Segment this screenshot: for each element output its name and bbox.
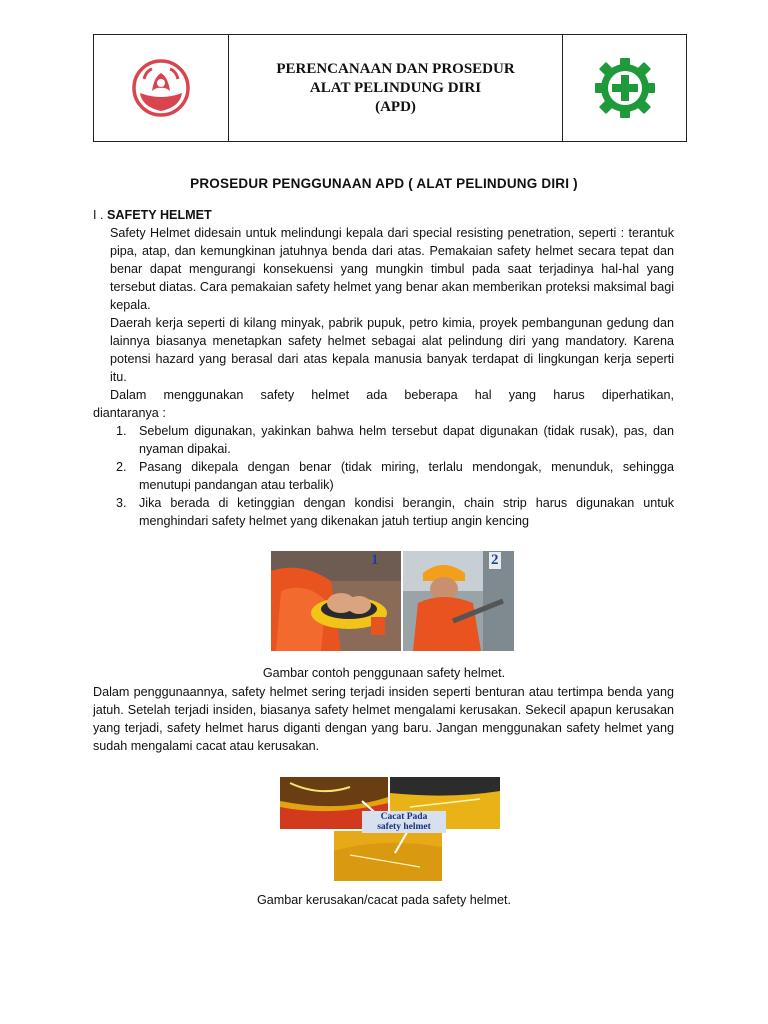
header-title bbox=[229, 35, 563, 141]
list-item-text: Jika berada di ketinggian dengan kondisi berangin, chain strip harus digunakan untuk menghindari safety helmet yang dikenakan jatuh tertiup angin kencing bbox=[139, 496, 674, 528]
paragraph-3: Dalam menggunakan safety helmet ada beberapa hal yang harus diperhatikan, bbox=[110, 388, 674, 402]
figure-1-label-1: 1 bbox=[371, 552, 379, 568]
figure-1-label-2: 2 bbox=[491, 552, 499, 568]
left-logo-cell bbox=[94, 35, 229, 141]
header-title-line-1: PERENCANAAN DAN PROSEDUR bbox=[276, 60, 515, 77]
paragraph-1: Safety Helmet didesain untuk melindungi kepala dari special resisting penetration, seperti : terantuk pipa, atap, dan kemungkinan jatuhnya benda dari atas. Pemakaian safety helmet secara tepat dan benar dapat mengurangi konsekuensi yang mungkin timbul pada saat terjadinya hal-hal yang tersebut diatas. Cara pemakaian safety helmet yang benar akan memberikan proteksi maksimal bagi kepala. bbox=[110, 226, 674, 312]
document-header bbox=[93, 34, 687, 142]
list-item bbox=[110, 458, 674, 494]
list-item-text: Sebelum digunakan, yakinkan bahwa helm tersebut dapat digunakan (tidak rusak), pas, dan nyaman dipakai. bbox=[139, 424, 674, 456]
helmet-damage-photo bbox=[280, 777, 500, 881]
k3-safety-gear-cross-icon bbox=[593, 56, 657, 120]
damage-label bbox=[362, 811, 446, 833]
figure-2-caption: Gambar kerusakan/cacat pada safety helmet. bbox=[256, 893, 512, 907]
list-item-number: 3. bbox=[116, 496, 127, 510]
list-item bbox=[110, 422, 674, 458]
company-logo-icon bbox=[130, 57, 192, 119]
paragraph-3-continued: diantaranya : bbox=[93, 406, 166, 420]
list-item-text: Pasang dikepala dengan benar (tidak miring, terlalu mendongak, menunduk, sehingga menutupi pandangan atau terbalik) bbox=[139, 460, 674, 492]
header-title-line-3: (APD) bbox=[375, 98, 416, 115]
header-title-line-2: ALAT PELINDUNG DIRI bbox=[309, 79, 482, 96]
section-label: SAFETY HELMET bbox=[107, 208, 212, 222]
section-heading bbox=[93, 206, 674, 224]
paragraph-4: Dalam penggunaannya, safety helmet sering terjadi insiden seperti benturan atau tertimpa benda yang jatuh. Setelah terjadi insiden, biasanya safety helmet mengalami kerusakan. Sekecil apapun kerusakan yang terjadi, safety helmet harus diganti dengan yang baru. Jangan menggunakan safety helmet yang sudah mengalami cacat atau kerusakan. bbox=[93, 685, 674, 753]
figure-1-caption: Gambar contoh penggunaan safety helmet. bbox=[262, 666, 506, 680]
list-item bbox=[110, 494, 674, 530]
helmet-usage-photo-2 bbox=[403, 551, 514, 651]
damage-label-line-1: Cacat Pada bbox=[380, 812, 428, 822]
helmet-usage-photo-1 bbox=[271, 551, 401, 651]
right-logo-cell bbox=[563, 35, 686, 141]
document-title: PROSEDUR PENGGUNAAN APD ( ALAT PELINDUNG DIRI ) bbox=[190, 176, 578, 191]
requirements-list bbox=[110, 422, 674, 530]
damage-label-line-2: safety helmet bbox=[377, 822, 431, 832]
list-item-number: 2. bbox=[116, 460, 127, 474]
list-item-number: 1. bbox=[116, 424, 127, 438]
section-number: I . bbox=[93, 208, 104, 222]
paragraph-2: Daerah kerja seperti di kilang minyak, pabrik pupuk, petro kimia, proyek pembangunan gedung dan lainnya biasanya menetapkan safety helmet sebagai alat pelindung diri yang mandatory. Karena potensi hazard yang berasal dari atas kepala manusia banyak terdapat di lingkungan kerja seperti itu. bbox=[110, 316, 674, 384]
